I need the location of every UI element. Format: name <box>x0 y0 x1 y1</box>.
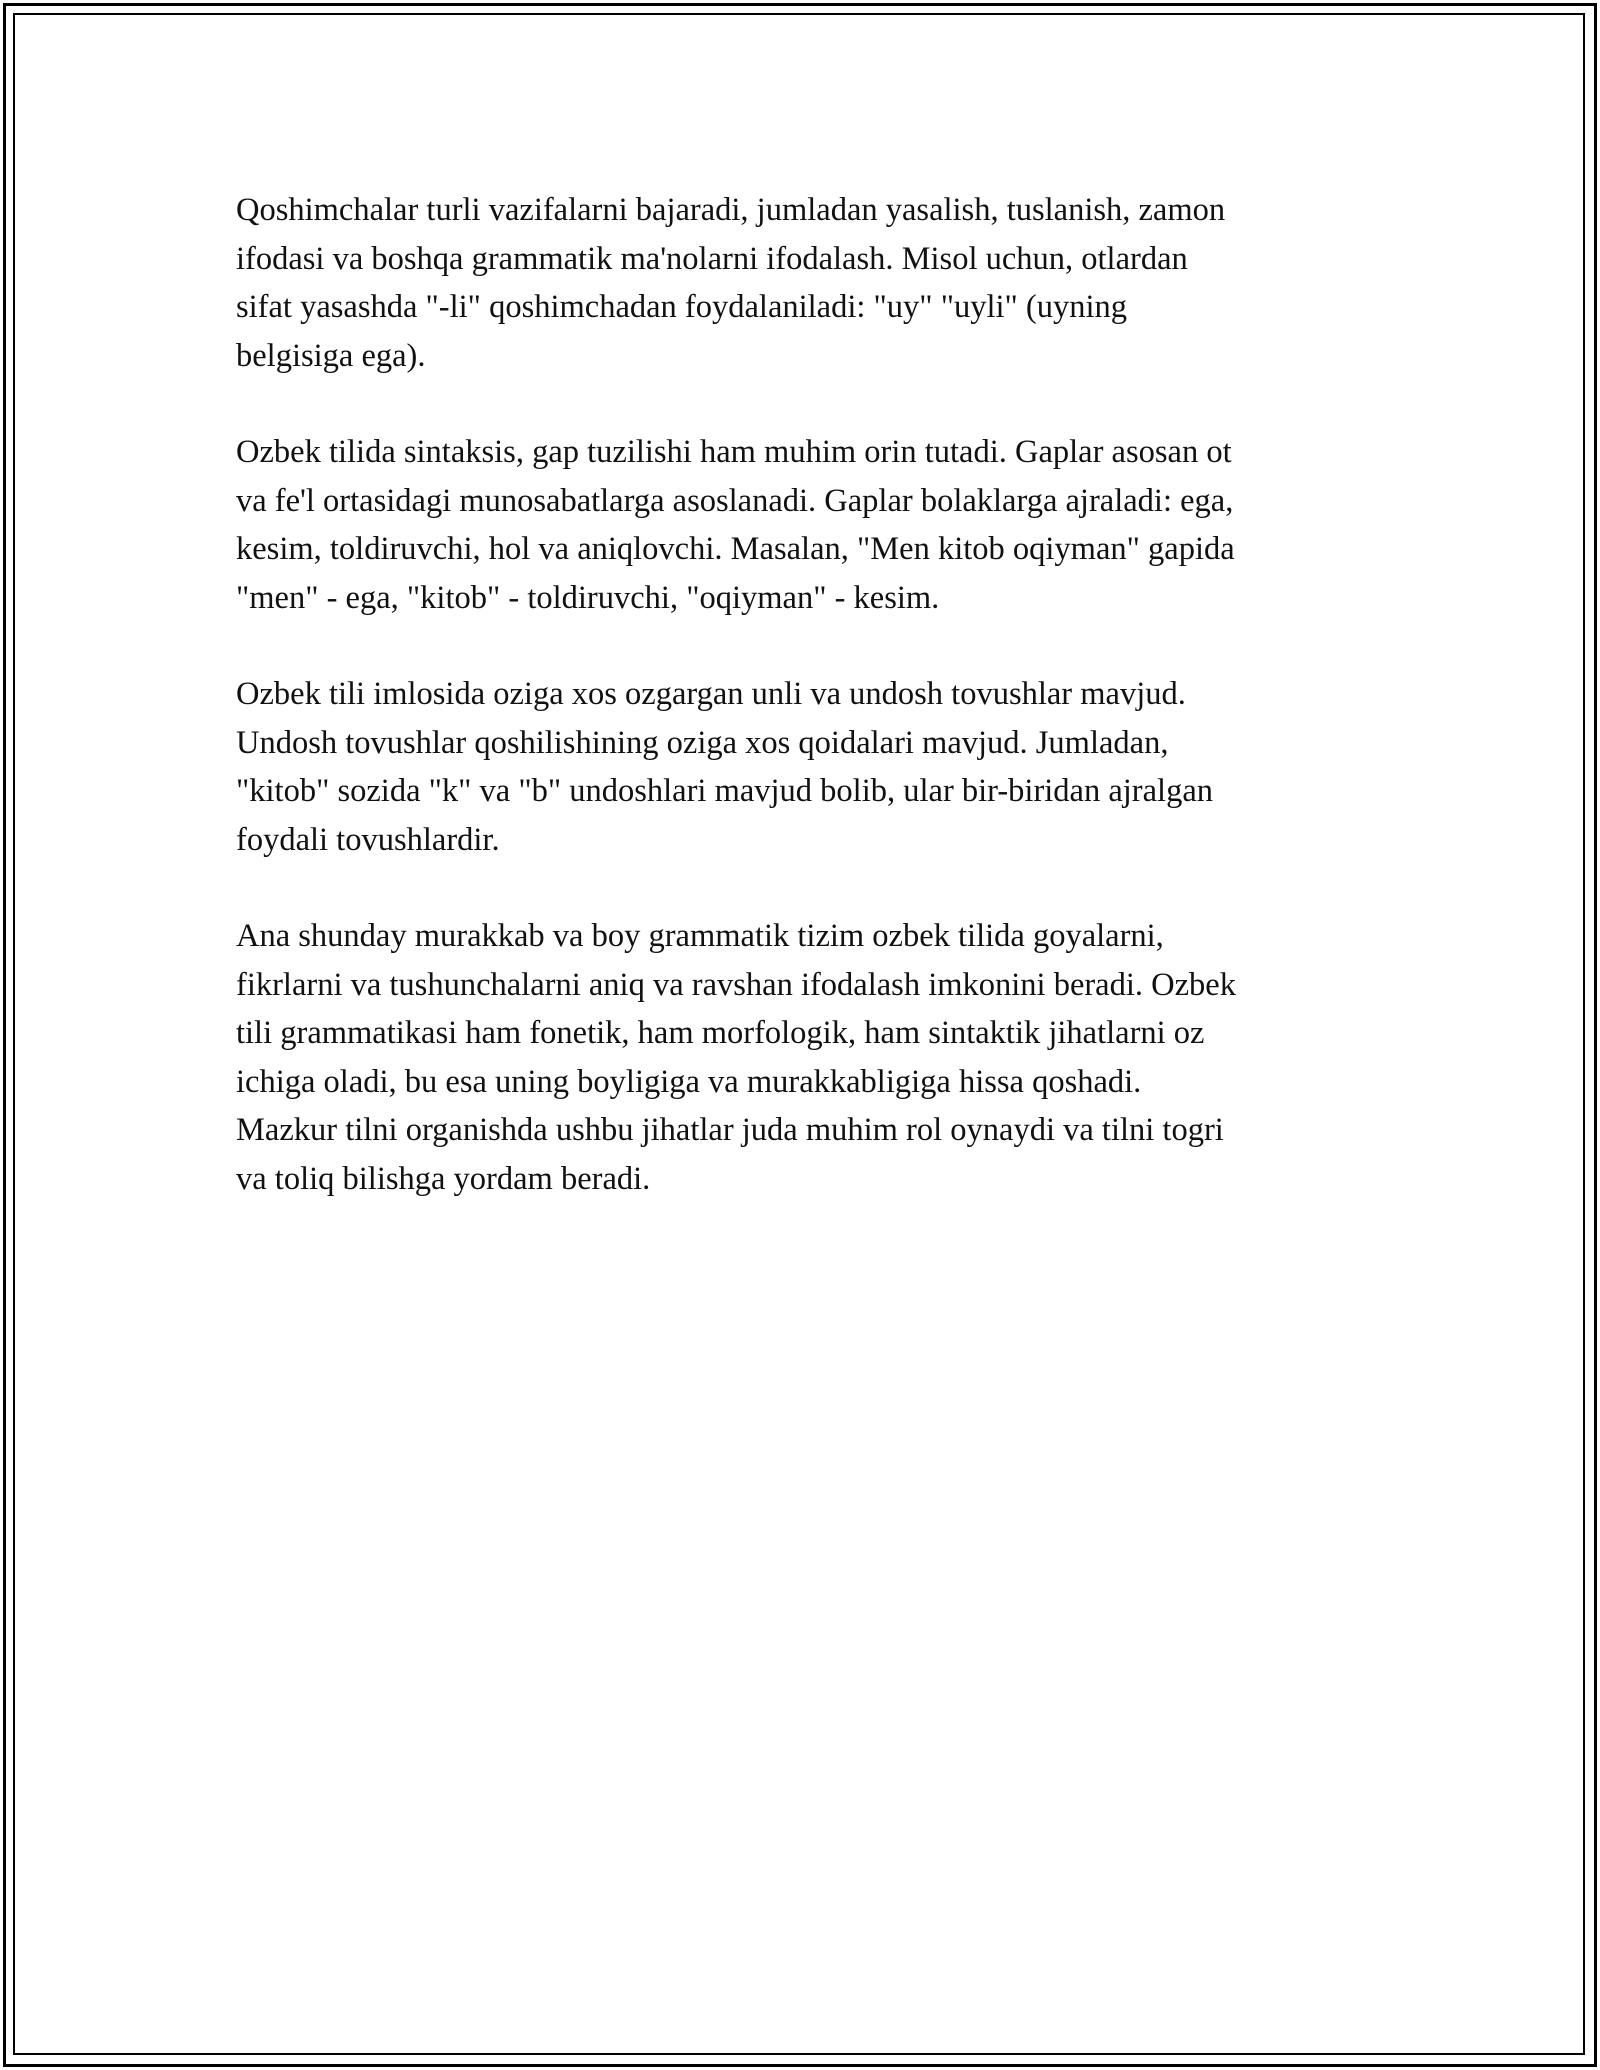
text-line: Mazkur tilni organishda ushbu jihatlar juda muhim rol oynaydi va tilni togri <box>236 1112 1224 1148</box>
text-line: ifodasi va boshqa grammatik ma'nolarni ifodalash. Misol uchun, otlardan <box>236 240 1188 277</box>
text-line: Qoshimchalar turli vazifalarni bajaradi, jumladan yasalish, tuslanish, zamon <box>236 192 1226 228</box>
text-line: foydali tovushlardir. <box>236 821 500 858</box>
text-line: ichiga oladi, bu esa uning boyligiga va murakkabligiga hissa qoshadi. <box>236 1063 1142 1100</box>
text-line: tili grammatikasi ham fonetik, ham morfologik, ham sintaktik jihatlarni oz <box>236 1015 1205 1051</box>
text-line: belgisiga ega). <box>236 337 426 374</box>
text-line: va fe'l ortasidagi munosabatlarga asoslanadi. Gaplar bolaklarga ajraladi: ega, <box>236 482 1234 519</box>
document-body <box>236 186 1376 1251</box>
text-line: sifat yasashda "-li" qoshimchadan foydalaniladi: "uy" "uyli" (uyning <box>236 289 1128 325</box>
text-line: Ozbek tilida sintaksis, gap tuzilishi ham muhim orin tutadi. Gaplar asosan ot <box>236 434 1232 470</box>
text-line: "men" - ega, "kitob" - toldiruvchi, "oqiyman" - kesim. <box>236 579 940 616</box>
text-line: Ana shunday murakkab va boy grammatik tizim ozbek tilida goyalarni, <box>236 918 1164 954</box>
paragraph-conclusion <box>236 912 1376 1203</box>
paragraph-suffixes <box>236 186 1376 380</box>
text-line: va toliq bilishga yordam beradi. <box>236 1160 651 1197</box>
text-line: fikrlarni va tushunchalarni aniq va ravshan ifodalash imkonini beradi. Ozbek <box>236 966 1236 1003</box>
paragraph-orthography <box>236 670 1376 864</box>
text-line: "kitob" sozida "k" va "b" undoshlari mavjud bolib, ular bir-biridan ajralgan <box>236 773 1213 809</box>
text-line: Ozbek tili imlosida oziga xos ozgargan unli va undosh tovushlar mavjud. <box>236 676 1186 712</box>
text-line: Undosh tovushlar qoshilishining oziga xos qoidalari mavjud. Jumladan, <box>236 724 1169 761</box>
text-line: kesim, toldiruvchi, hol va aniqlovchi. Masalan, "Men kitob oqiyman" gapida <box>236 531 1235 567</box>
paragraph-syntax <box>236 428 1376 622</box>
